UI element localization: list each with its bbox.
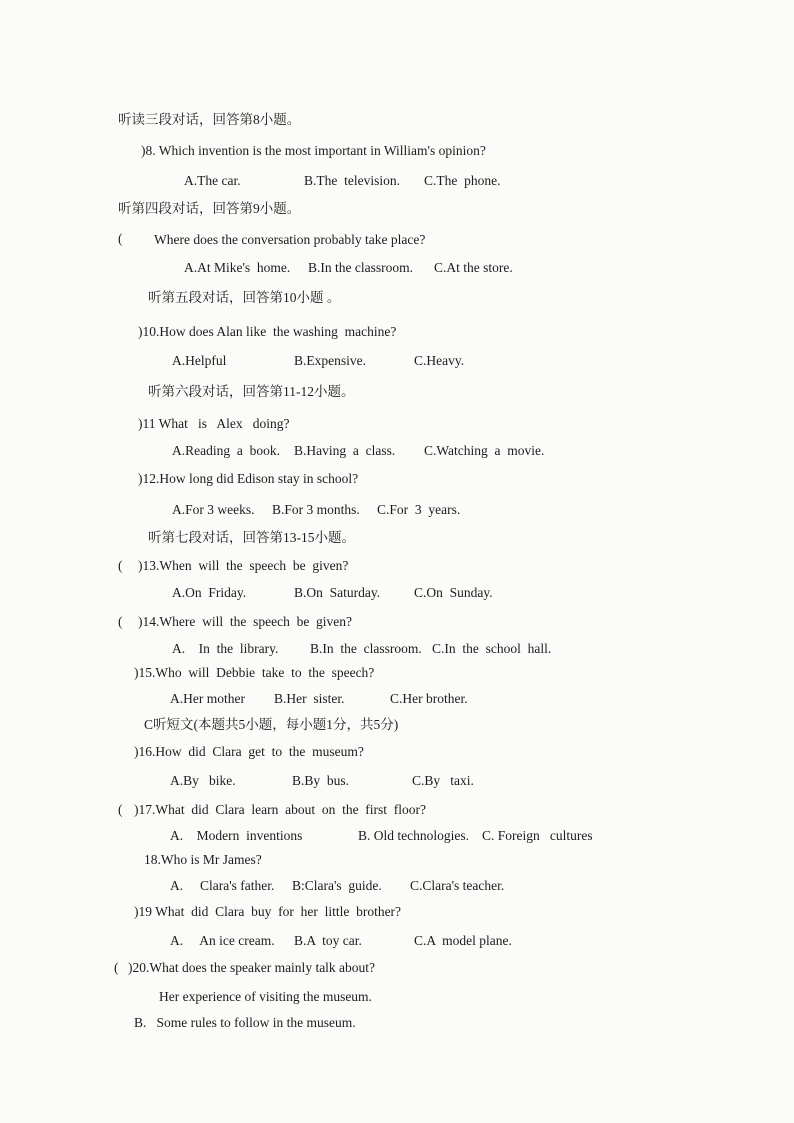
answer-paren: ( bbox=[118, 231, 123, 246]
question-17: )17.What did Clara learn about on the first floor? bbox=[134, 802, 427, 817]
q10-option-a: A.Helpful bbox=[172, 353, 227, 368]
question-10: )10.How does Alan like the washing machine? bbox=[138, 324, 397, 339]
section-heading-13-15: 听第七段对话，回答第13-15小题。 bbox=[148, 530, 355, 545]
question-19: )19 What did Clara buy for her little brother? bbox=[134, 904, 402, 919]
q10-option-c: C.Heavy. bbox=[414, 353, 465, 368]
q12-option-c: C.For 3 years. bbox=[377, 502, 461, 517]
section-heading-8: 听读三段对话，回答第8小题。 bbox=[118, 112, 301, 127]
q8-option-c: C.The phone. bbox=[424, 173, 501, 188]
q14-option-a: A. In the library. bbox=[172, 641, 279, 656]
q9-option-c: C.At the store. bbox=[434, 260, 513, 275]
q19-option-a: A. An ice cream. bbox=[170, 933, 275, 948]
q14-option-b: B.In the classroom. bbox=[310, 641, 422, 656]
q15-option-b: B.Her sister. bbox=[274, 691, 345, 706]
q10-option-b: B.Expensive. bbox=[294, 353, 366, 368]
q15-option-a: A.Her mother bbox=[170, 691, 245, 706]
question-11: )11 What is Alex doing? bbox=[138, 416, 290, 431]
q17-option-a: A. Modern inventions bbox=[170, 828, 303, 843]
q8-option-b: B.The television. bbox=[304, 173, 400, 188]
answer-paren: ( bbox=[118, 802, 123, 817]
q8-option-a: A.The car. bbox=[184, 173, 241, 188]
question-16: )16.How did Clara get to the museum? bbox=[134, 744, 364, 759]
q13-option-a: A.On Friday. bbox=[172, 585, 247, 600]
question-20: )20.What does the speaker mainly talk about? bbox=[128, 960, 376, 975]
q18-option-c: C.Clara's teacher. bbox=[410, 878, 505, 893]
q11-option-c: C.Watching a movie. bbox=[424, 443, 545, 458]
q13-option-b: B.On Saturday. bbox=[294, 585, 381, 600]
section-heading-9: 听第四段对话，回答第9小题。 bbox=[118, 201, 301, 216]
q18-option-b: B:Clara's guide. bbox=[292, 878, 382, 893]
q19-option-c: C.A model plane. bbox=[414, 933, 512, 948]
q16-option-c: C.By taxi. bbox=[412, 773, 474, 788]
q14-option-c: C.In the school hall. bbox=[432, 641, 552, 656]
q13-option-c: C.On Sunday. bbox=[414, 585, 493, 600]
q9-option-b: B.In the classroom. bbox=[308, 260, 413, 275]
q20-option-b: B. Some rules to follow in the museum. bbox=[134, 1015, 356, 1030]
q16-option-b: B.By bus. bbox=[292, 773, 350, 788]
section-heading-11-12: 听第六段对话，回答第11-12小题。 bbox=[148, 384, 355, 399]
question-12: )12.How long did Edison stay in school? bbox=[138, 471, 359, 486]
question-9: Where does the conversation probably take place? bbox=[154, 232, 426, 247]
answer-paren: ( bbox=[118, 614, 123, 629]
question-15: )15.Who will Debbie take to the speech? bbox=[134, 665, 375, 680]
q15-option-c: C.Her brother. bbox=[390, 691, 468, 706]
question-8: )8. Which invention is the most important in William's opinion? bbox=[141, 143, 486, 158]
q12-option-a: A.For 3 weeks. bbox=[172, 502, 255, 517]
q11-option-a: A.Reading a book. bbox=[172, 443, 280, 458]
q18-option-a: A. Clara's father. bbox=[170, 878, 275, 893]
section-heading-10: 听第五段对话，回答第10小题 。 bbox=[148, 290, 341, 305]
section-heading-c: C听短文(本题共5小题，每小题1分，共5分) bbox=[144, 717, 399, 732]
question-18: 18.Who is Mr James? bbox=[144, 852, 262, 867]
q19-option-b: B.A toy car. bbox=[294, 933, 362, 948]
q16-option-a: A.By bike. bbox=[170, 773, 236, 788]
q17-option-b: B. Old technologies. bbox=[358, 828, 469, 843]
q12-option-b: B.For 3 months. bbox=[272, 502, 360, 517]
q9-option-a: A.At Mike's home. bbox=[184, 260, 291, 275]
question-13: )13.When will the speech be given? bbox=[138, 558, 349, 573]
q20-option-a: Her experience of visiting the museum. bbox=[159, 989, 372, 1004]
q11-option-b: B.Having a class. bbox=[294, 443, 396, 458]
question-14: )14.Where will the speech be given? bbox=[138, 614, 353, 629]
answer-paren: ( bbox=[114, 960, 119, 975]
answer-paren: ( bbox=[118, 558, 123, 573]
q17-option-c: C. Foreign cultures bbox=[482, 828, 593, 843]
